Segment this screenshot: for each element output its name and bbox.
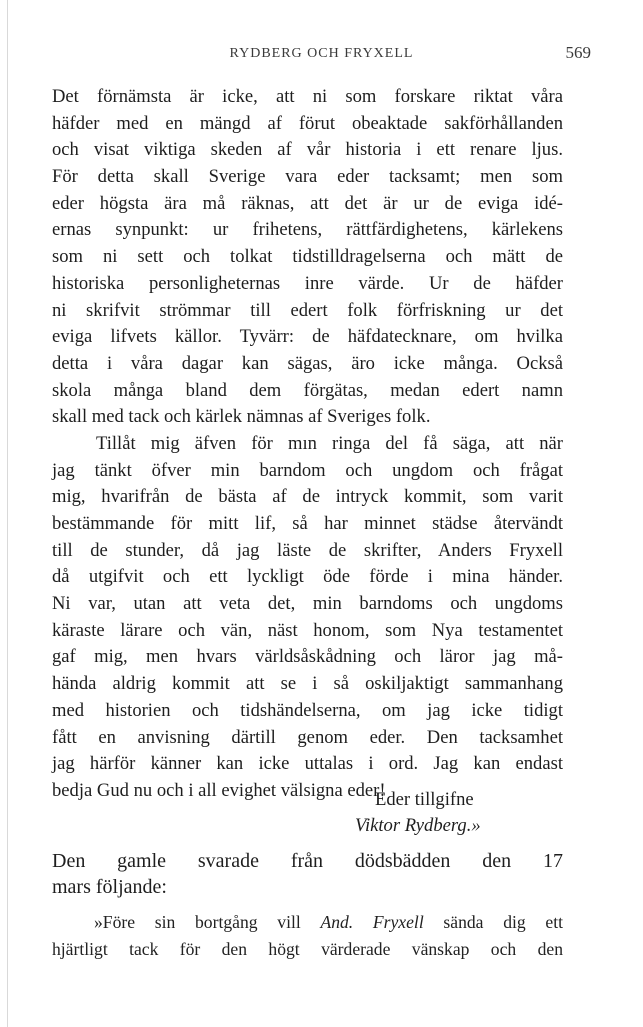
text-line: skola många bland dem förgätas, medan edert namn: [52, 379, 563, 401]
quoted-reply-suffix: sända dig ett: [423, 912, 563, 932]
narrative-line: mars följande:: [52, 876, 167, 898]
text-line: eviga lifvets källor. Tyvärr: de häfdatecknare, om hvilka: [52, 326, 563, 348]
text-line: skall med tack och kärlek nämnas af Sveriges folk.: [52, 406, 431, 428]
text-line: Det förnämsta är icke, att ni som forskare riktat våra: [52, 86, 563, 107]
text-line: då utgifvit och ett lyckligt öde förde i mina händer.: [52, 566, 563, 588]
page-number: 569: [565, 43, 591, 62]
text-line: För detta skall Sverige vara eder tacksamt; men som: [52, 166, 563, 188]
text-line: historiska personligheternas inre värde. Ur de häfder: [52, 272, 563, 294]
text-line: ni skrifvit strömmar till edert folk förfriskning ur det: [52, 299, 563, 321]
running-title: RYDBERG OCH FRYXELL: [229, 46, 414, 61]
text-line: detta i våra dagar kan sägas, äro icke många. Också: [52, 352, 563, 374]
text-line: ernas synpunkt: ur frihetens, rättfärdighetens, kärlekens: [52, 219, 563, 241]
page-edge-line: [7, 0, 8, 1027]
text-line: jag härför känner kan icke uttalas i ord. Jag kan endast: [52, 753, 563, 775]
text-line: jag tänkt öfver min barndom och ungdom och frågat: [52, 459, 563, 481]
quoted-reply-line: hjärtligt tack för den högt värderade vänskap och den: [52, 939, 563, 959]
text-line: käraste lärare och vän, näst honom, som Nya testamentet: [52, 619, 563, 641]
running-head: [0, 43, 643, 66]
text-line: hända aldrig kommit att se i så oskiljaktigt sammanhang: [52, 673, 563, 695]
text-line: med historien och tidshändelserna, om jag icke tidigt: [52, 699, 563, 721]
quoted-reply-prefix: »Före sin bortgång vill: [94, 912, 321, 932]
text-line: häfder med en mängd af förut obeaktade sakförhållanden: [52, 112, 563, 134]
text-line: som ni sett och tolkat tidstilldragelserna och mätt de: [52, 246, 563, 268]
quoted-reply-name: And. Fryxell: [320, 912, 424, 932]
text-line: till de stunder, då jag läste de skrifter, Anders Fryxell: [52, 539, 563, 561]
text-line: bestämmande för mitt lif, så har minnet städse återvändt: [52, 513, 563, 534]
letter-signature: Viktor Rydberg.»: [355, 815, 481, 836]
text-line: Tillåt mig äfven för mın ringa del få säga, att när: [96, 432, 563, 454]
text-line: och visat viktiga skeden af vår historia i ett renare ljus.: [52, 139, 563, 161]
quoted-reply-line: [52, 909, 563, 935]
narrative-line: Den gamle svarade från dödsbädden den 17: [52, 850, 563, 872]
text-line: gaf mig, men hvars världsåskådning och läror jag må-: [52, 646, 563, 668]
text-line: bedja Gud nu och i all evighet välsigna eder!: [52, 779, 386, 801]
text-line: Ni var, utan att veta det, min barndoms och ungdoms: [52, 593, 563, 615]
text-line: eder högsta ära må räknas, att det är ur de eviga idé-: [52, 192, 563, 214]
text-line: fått en anvisning därtill genom eder. Den tacksamhet: [52, 726, 563, 748]
text-line: mig, hvarifrån de bästa af de intryck kommit, som varit: [52, 486, 563, 508]
letter-signoff: Eder tillgifne: [375, 789, 474, 810]
letter-body: [52, 84, 563, 805]
